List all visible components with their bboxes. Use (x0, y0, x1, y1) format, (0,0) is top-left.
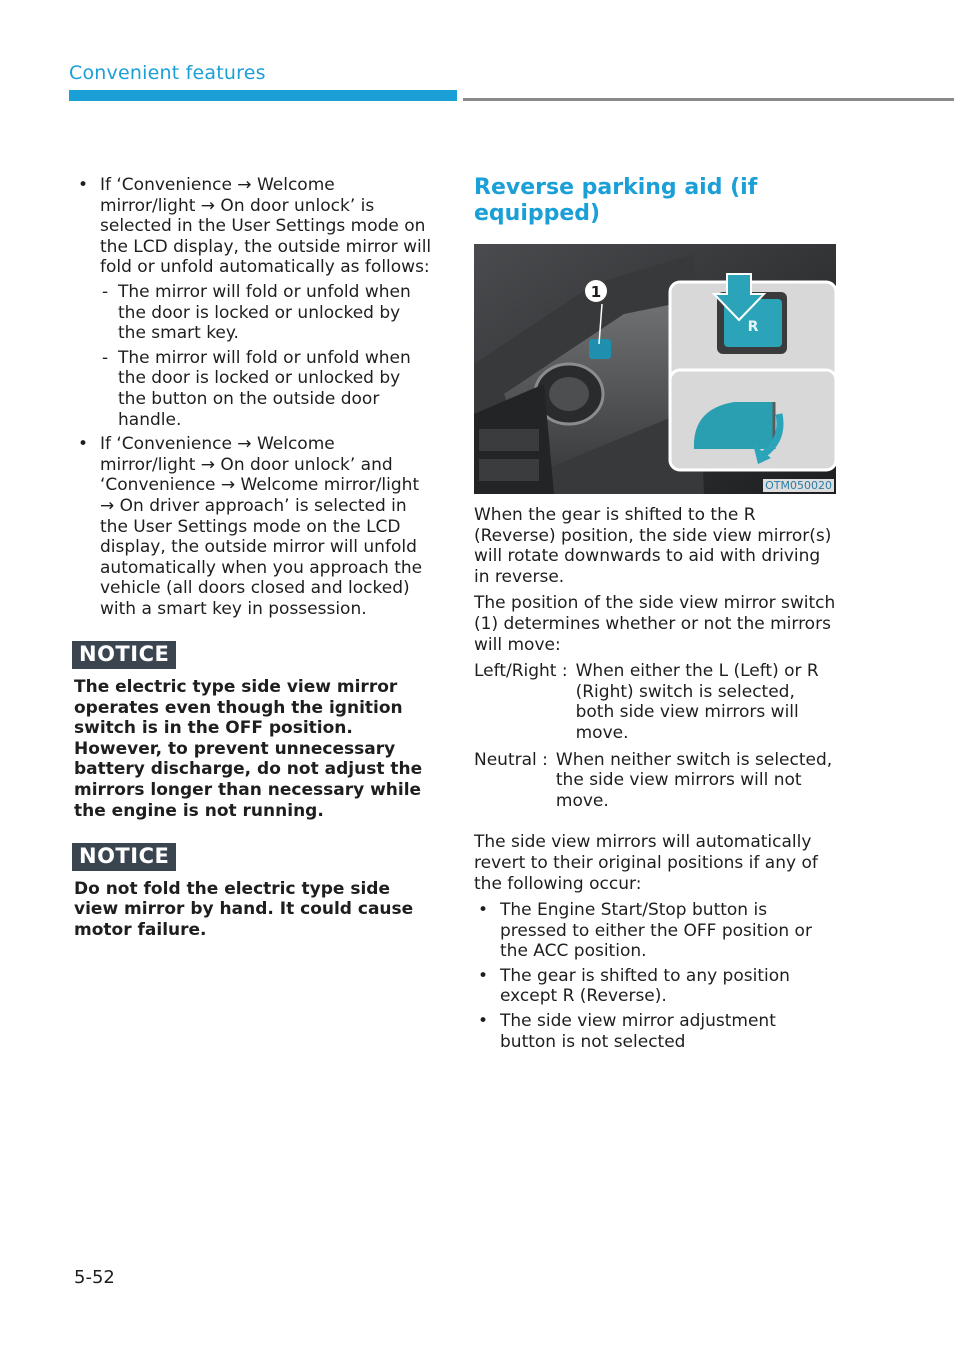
reverse-parking-body (474, 505, 836, 1052)
right-column (474, 175, 836, 1056)
notice-badge: NOTICE (72, 641, 176, 669)
mirror-switch-illustration (474, 244, 836, 494)
header-section-title: Convenient features (69, 62, 266, 84)
mirror-switch-photo (474, 244, 836, 494)
bullet-text: If ‘Convenience → Welcome mirror/light → On door unlock’ and ‘Convenience → Welcome mirror/light → On driver approach’ is selected in the User Settings mode on the LCD display, the outside mirror will unfold automatically when you approach the vehicle (all doors closed and locked) with a smart key in possession. (100, 434, 423, 619)
switch-letter: R (747, 319, 759, 335)
notice-badge: NOTICE (72, 843, 176, 871)
paragraph: The position of the side view mirror switch (1) determines whether or not the mirrors will move: (474, 593, 836, 655)
header-divider-rule (463, 98, 954, 101)
list-item (74, 434, 432, 619)
list-item: • The side view mirror adjustment button is not selected (474, 1011, 836, 1052)
sub-list-item: - The mirror will fold or unfold when the door is locked or unlocked by the button on the outside door handle. (100, 348, 432, 430)
sub-list-item: - The mirror will fold or unfold when the door is locked or unlocked by the smart key. (100, 282, 432, 344)
notice-box (74, 641, 432, 821)
notice-text: Do not fold the electric type side view mirror by hand. It could cause motor failure. (74, 878, 414, 940)
mirror-switch-knob (589, 339, 611, 359)
section-heading: Reverse parking aid (if equipped) (474, 175, 758, 226)
paragraph: When the gear is shifted to the R (Reverse) position, the side view mirror(s) will rotate downwards to aid with driving in reverse. (474, 505, 832, 587)
header-accent-rule (69, 90, 457, 101)
list-item: • The gear is shifted to any position except R (Reverse). (474, 966, 836, 1007)
page-number: 5-52 (74, 1267, 115, 1288)
definition-row (474, 661, 836, 743)
bullet-text: If ‘Convenience → Welcome mirror/light → On door unlock’ is selected in the User Settings mode on the LCD display, the outside mirror will fold or unfold automatically as follows: (100, 175, 432, 278)
list-item: • The Engine Start/Stop button is pressed to either the OFF position or the ACC position. (474, 900, 836, 962)
paragraph: The side view mirrors will automatically revert to their original positions if any of the following occur: (474, 832, 818, 894)
left-bullet-list (74, 175, 432, 619)
list-item (74, 175, 432, 430)
definition-desc: When neither switch is selected, the side view mirrors will not move. (555, 749, 833, 811)
notice-box (74, 843, 432, 940)
sub-list (100, 282, 432, 430)
notice-text: The electric type side view mirror operates even though the ignition switch is in the OFF position. However, to prevent unnecessary battery discharge, do not adjust the mirrors longer than necessary while the engine is not running. (74, 677, 423, 821)
right-bullet-list (474, 900, 836, 1052)
definition-desc: When either the L (Left) or R (Right) switch is selected, both side view mirrors will move. (575, 661, 819, 743)
callout-number: 1 (590, 283, 602, 301)
left-column (74, 175, 432, 941)
figure-code: OTM050020 (765, 479, 832, 492)
definition-row (474, 750, 836, 812)
definition-term: Left/Right : (474, 661, 568, 682)
definition-term: Neutral : (474, 749, 548, 770)
